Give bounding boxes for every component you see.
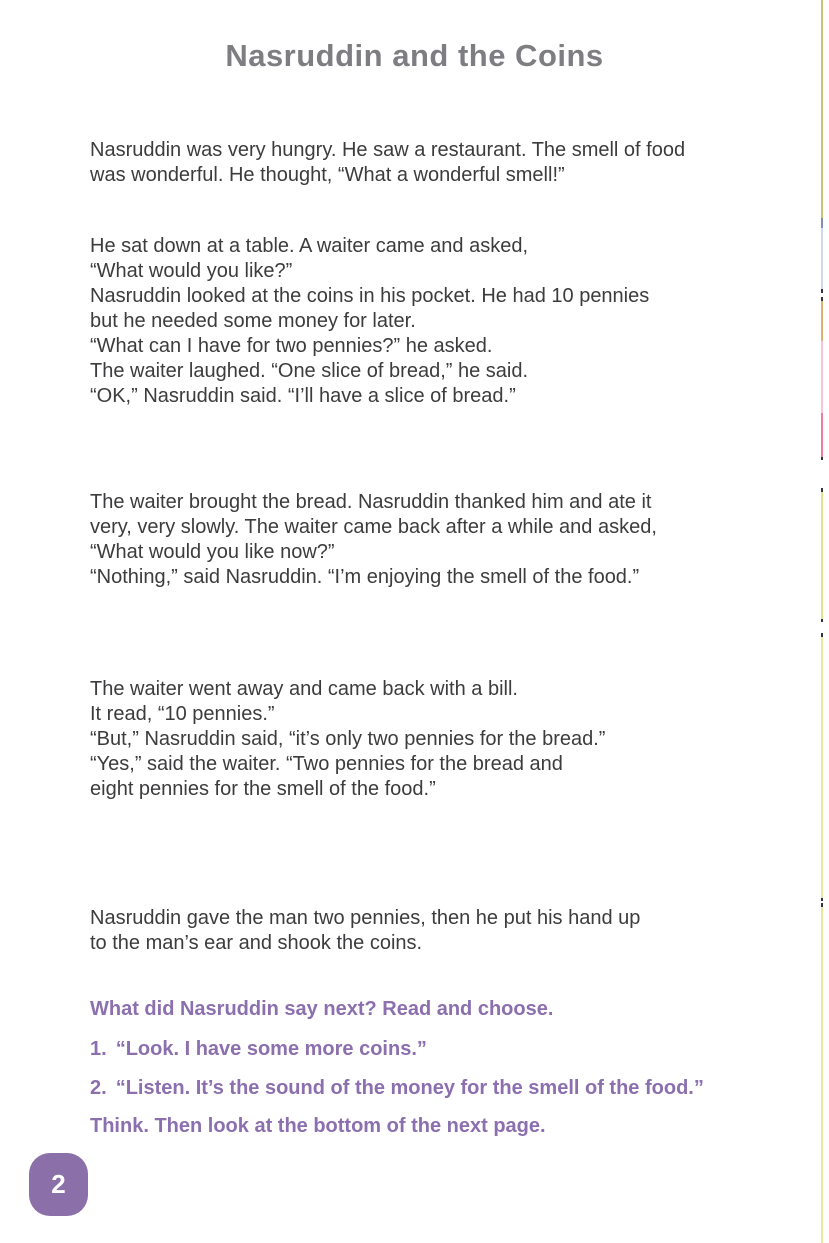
story-line: “Yes,” said the waiter. “Two pennies for the bread and [90, 753, 563, 775]
option-text: “Listen. It’s the sound of the money for the smell of the food.” [115, 1077, 704, 1099]
page-edge-color-mark [821, 619, 823, 622]
activity-prompt: What did Nasruddin say next? Read and choose. [90, 998, 554, 1020]
story-paragraph [90, 138, 790, 188]
story-line: Nasruddin gave the man two pennies, then he put his hand up [90, 907, 641, 929]
story-line: “What can I have for two pennies?” he asked. [90, 335, 493, 357]
page-edge-color-mark [821, 413, 823, 457]
page-edge-color-mark [821, 301, 823, 341]
page-edge-color-mark [821, 228, 823, 289]
story-line: He sat down at a table. A waiter came and asked, [90, 235, 529, 257]
story-line: The waiter brought the bread. Nasruddin thanked him and ate it [90, 491, 652, 513]
story-line: was wonderful. He thought, “What a wonderful smell!” [90, 164, 565, 186]
option-number: 1. [90, 1038, 107, 1060]
story-paragraph [90, 490, 790, 590]
story-line: “What would you like now?” [90, 541, 335, 563]
story-line: Nasruddin looked at the coins in his pocket. He had 10 pennies [90, 285, 650, 307]
page-edge-color-mark [821, 898, 823, 901]
page-edge-color-mark [821, 637, 823, 898]
activity-option-2 [90, 1075, 800, 1101]
story-line: “Nothing,” said Nasruddin. “I’m enjoying the smell of the food.” [90, 566, 640, 588]
story-paragraph [90, 677, 790, 802]
page-edge-color-mark [821, 0, 823, 218]
story-line: The waiter went away and came back with a bill. [90, 678, 518, 700]
story-line: to the man’s ear and shook the coins. [90, 932, 423, 954]
page-edge-color-mark [821, 457, 823, 460]
activity-option-1 [90, 1036, 800, 1062]
page-edge-color-mark [821, 289, 823, 293]
page-edge-color-mark [821, 341, 823, 413]
page-edge-color-mark [821, 907, 823, 1243]
page-title: Nasruddin and the Coins [225, 38, 604, 73]
activity-instruction: Think. Then look at the bottom of the next page. [90, 1115, 546, 1137]
option-text: “Look. I have some more coins.” [115, 1038, 427, 1060]
story-line: “OK,” Nasruddin said. “I’ll have a slice of bread.” [90, 385, 516, 407]
story-line: eight pennies for the smell of the food.” [90, 778, 436, 800]
story-line: The waiter laughed. “One slice of bread,” he said. [90, 360, 529, 382]
page-edge-color-strip [821, 0, 823, 1243]
story-paragraph [90, 906, 790, 956]
option-number: 2. [90, 1077, 107, 1099]
story-line: “But,” Nasruddin said, “it’s only two pennies for the bread.” [90, 728, 606, 750]
story-line: Nasruddin was very hungry. He saw a restaurant. The smell of food [90, 139, 686, 161]
story-paragraph [90, 234, 790, 409]
page-edge-color-mark [821, 492, 823, 619]
page-edge-color-mark [821, 218, 823, 228]
story-line: It read, “10 pennies.” [90, 703, 275, 725]
story-line: “What would you like?” [90, 260, 293, 282]
story-line: but he needed some money for later. [90, 310, 416, 332]
story-line: very, very slowly. The waiter came back after a while and asked, [90, 516, 657, 538]
page-number-badge: 2 [29, 1153, 88, 1216]
